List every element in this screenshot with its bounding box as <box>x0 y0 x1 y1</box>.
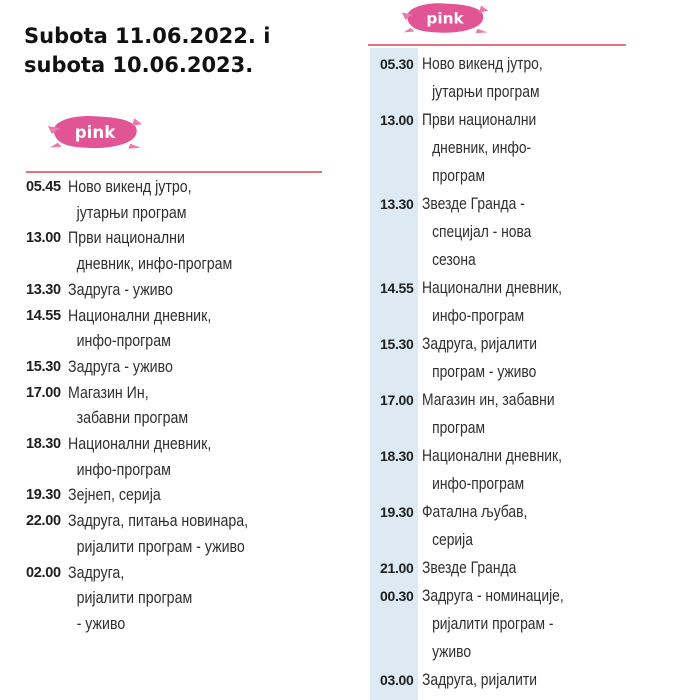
entry-line: Задруга - уживо <box>68 280 173 299</box>
schedule-entry <box>380 50 610 106</box>
entry-description <box>68 432 326 483</box>
schedule-entry <box>380 582 610 666</box>
entry-time: 15.30 <box>380 336 414 352</box>
entry-line: ријалити програм <box>76 589 193 608</box>
entry-description <box>68 226 326 277</box>
schedule-entry <box>26 509 326 560</box>
page-heading <box>24 22 354 80</box>
entry-line: уживо <box>432 643 472 661</box>
pink-logo-2022 <box>46 112 144 152</box>
entry-line: јутарњи програм <box>432 83 540 101</box>
entry-time: 17.00 <box>26 384 61 401</box>
schedule-entry <box>380 386 610 442</box>
entry-line: Ново викенд јутро, <box>422 55 543 73</box>
entry-line: инфо-програм <box>432 307 525 325</box>
entry-time: 05.45 <box>26 179 61 195</box>
schedule-2022 <box>26 175 326 638</box>
entry-line: Задруга, питања новинара, <box>68 512 249 531</box>
entry-line: Национални дневник, <box>422 279 562 297</box>
schedule-entry <box>26 483 326 509</box>
entry-description <box>68 381 326 432</box>
heading-line-2: subota 10.06.2023. <box>24 53 254 77</box>
schedule-2023 <box>380 50 610 694</box>
entry-line: програм <box>432 167 486 185</box>
entry-time: 21.00 <box>380 560 414 576</box>
entry-line: Задруга, ријалити <box>422 671 537 689</box>
entry-description <box>68 278 326 304</box>
entry-line: ријалити програм - <box>432 615 554 633</box>
schedule-entry <box>26 304 326 355</box>
entry-line: Ново викенд јутро, <box>68 178 192 196</box>
schedule-entry <box>380 442 610 498</box>
entry-description <box>422 386 610 442</box>
entry-line: Задруга - уживо <box>68 357 173 376</box>
entry-description <box>68 355 326 381</box>
entry-line: Звезде Гранда <box>422 559 517 577</box>
entry-description <box>422 106 610 190</box>
entry-line: Фатална љубав, <box>422 503 528 521</box>
entry-time: 19.30 <box>26 487 61 504</box>
entry-line: дневник, инфо- <box>432 139 532 157</box>
entry-line: инфо-програм <box>76 460 171 479</box>
entry-line: Зејнеп, серија <box>68 486 161 505</box>
entry-line: Задруга - номинације, <box>422 587 564 605</box>
logo-text-2022: pink <box>74 122 116 142</box>
entry-description <box>422 498 610 554</box>
entry-description <box>422 442 610 498</box>
entry-line: Први национални <box>68 229 185 248</box>
entry-time: 13.00 <box>26 230 61 247</box>
entry-line: - уживо <box>76 614 126 633</box>
entry-time: 19.30 <box>380 504 414 520</box>
entry-description <box>422 554 610 582</box>
schedule-entry <box>380 666 610 694</box>
entry-description <box>68 175 326 226</box>
entry-time: 02.00 <box>26 564 61 581</box>
schedule-entry <box>26 381 326 432</box>
entry-line: дневник, инфо-програм <box>76 255 233 274</box>
entry-description <box>422 274 610 330</box>
pink-logo-graphic <box>396 0 494 36</box>
entry-time: 00.30 <box>380 588 414 604</box>
divider-rule-2022 <box>26 171 322 173</box>
entry-description <box>68 509 326 560</box>
schedule-entry <box>26 226 326 277</box>
schedule-entry <box>380 190 610 274</box>
entry-line: забавни програм <box>76 409 189 428</box>
entry-time: 05.30 <box>380 56 414 72</box>
entry-line: Национални дневник, <box>68 306 212 325</box>
pink-logo-2023 <box>396 0 494 36</box>
entry-line: серија <box>432 531 473 549</box>
entry-line: специјал - нова <box>432 223 532 241</box>
entry-line: Задруга, ријалити <box>422 335 537 353</box>
entry-line: програм - уживо <box>432 363 537 381</box>
schedule-entry <box>26 432 326 483</box>
entry-line: Национални дневник, <box>68 435 212 454</box>
entry-description <box>68 304 326 355</box>
schedule-entry <box>380 554 610 582</box>
entry-description <box>422 330 610 386</box>
schedule-entry <box>26 561 326 638</box>
entry-line: Магазин ин, забавни <box>422 391 555 409</box>
entry-description <box>422 50 610 106</box>
entry-time: 15.30 <box>26 358 61 375</box>
entry-time: 18.30 <box>26 436 61 453</box>
entry-description <box>68 561 326 638</box>
entry-line: ријалити програм - уживо <box>76 537 245 556</box>
entry-line: сезона <box>432 251 476 269</box>
schedule-entry <box>26 175 326 226</box>
entry-time: 13.30 <box>26 281 61 298</box>
entry-line: Први национални <box>422 111 537 129</box>
entry-time: 13.00 <box>380 112 414 128</box>
entry-line: инфо-програм <box>76 332 171 351</box>
schedule-entry <box>380 330 610 386</box>
entry-time: 22.00 <box>26 513 61 530</box>
schedule-entry <box>380 498 610 554</box>
entry-time: 03.00 <box>380 672 414 688</box>
heading-line-1: Subota 11.06.2022. i <box>24 24 271 48</box>
schedule-entry <box>380 274 610 330</box>
entry-line: јутарњи програм <box>76 203 187 222</box>
entry-line: инфо-програм <box>432 475 525 493</box>
entry-line: Задруга, <box>68 563 125 582</box>
entry-line: Магазин Ин, <box>68 383 149 402</box>
entry-description <box>422 582 610 666</box>
entry-time: 18.30 <box>380 448 414 464</box>
entry-line: Национални дневник, <box>422 447 562 465</box>
entry-description <box>68 483 326 509</box>
entry-time: 14.55 <box>380 280 414 296</box>
pink-logo-graphic <box>46 112 144 152</box>
entry-time: 17.00 <box>380 392 414 408</box>
entry-time: 13.30 <box>380 196 414 212</box>
entry-description <box>422 666 610 694</box>
divider-rule-2023 <box>368 44 626 46</box>
entry-line: програм <box>432 419 486 437</box>
schedule-entry <box>26 355 326 381</box>
entry-line: Звезде Гранда - <box>422 195 525 213</box>
schedule-entry <box>380 106 610 190</box>
entry-time: 14.55 <box>26 307 61 324</box>
logo-text-2023: pink <box>426 9 464 28</box>
entry-description <box>422 190 610 274</box>
schedule-entry <box>26 278 326 304</box>
